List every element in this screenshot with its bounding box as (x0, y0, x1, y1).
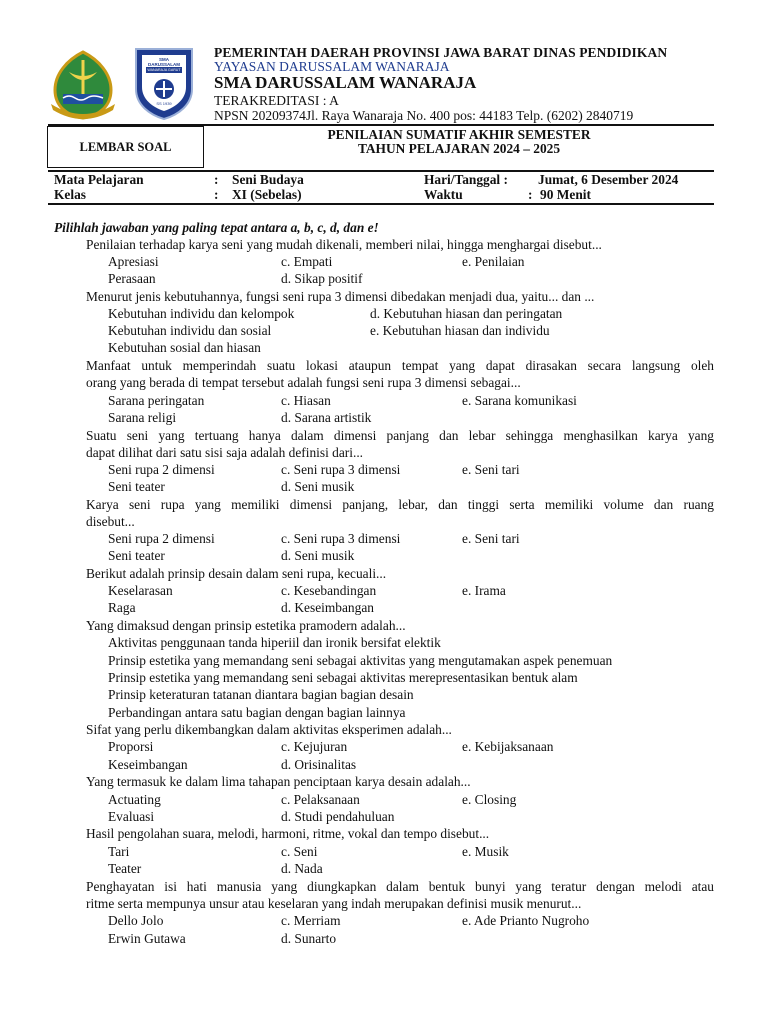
q6-option-a[interactable]: Keselarasan (108, 583, 173, 598)
q1-option-e[interactable]: e. Penilaian (462, 254, 525, 269)
header-accreditation: TERAKREDITASI : A (214, 93, 339, 108)
question-1: Penilaian terhadap karya seni yang mudah dikenali, memberi nilai, hingga menghargai disebut... (86, 237, 602, 252)
question-3-line-2: orang yang berada di tempat tersebut adalah fungsi seni rupa 3 dimensi sebagai... (86, 375, 521, 390)
q2-option-d[interactable]: d. Kebutuhan hiasan dan peringatan (370, 306, 563, 321)
q8-option-e[interactable]: e. Kebijaksanaan (462, 739, 554, 754)
q9-option-b[interactable]: Evaluasi (108, 809, 155, 824)
logo-west-java (47, 50, 119, 120)
q2-option-e[interactable]: e. Kebutuhan hiasan dan individu (370, 323, 550, 338)
question-9: Yang termasuk ke dalam lima tahapan penciptaan karya desain adalah... (86, 774, 471, 789)
q4-option-a[interactable]: Seni rupa 2 dimensi (108, 462, 215, 477)
q6-option-e[interactable]: e. Irama (462, 583, 506, 598)
subject-value: Seni Budaya (232, 172, 304, 187)
time-sep: : (528, 187, 533, 202)
q10-option-e[interactable]: e. Musik (462, 844, 509, 859)
info-rule-bottom (48, 203, 714, 205)
q11-option-b[interactable]: Erwin Gutawa (108, 931, 186, 946)
q1-option-c[interactable]: c. Empati (281, 254, 333, 269)
q8-option-a[interactable]: Proporsi (108, 739, 154, 754)
logo-text-year: SS 1939 (156, 101, 172, 106)
class-value: XI (Sebelas) (232, 187, 302, 202)
q11-option-d[interactable]: d. Sunarto (281, 931, 337, 946)
q2-option-a[interactable]: Kebutuhan individu dan kelompok (108, 306, 295, 321)
question-2: Menurut jenis kebutuhannya, fungsi seni rupa 3 dimensi dibedakan menjadi dua, yaitu... dan ... (86, 289, 595, 304)
date-label: Hari/Tanggal : (424, 172, 508, 187)
q10-option-d[interactable]: d. Nada (281, 861, 323, 876)
header-school-name: SMA DARUSSALAM WANARAJA (214, 73, 477, 92)
logo-text-sub: WANARAJA GARUT (147, 68, 181, 72)
question-4-line-1: Suatu seni yang tertuang hanya dalam dimensi panjang dan lebar sehingga menghasilkan karya yang (86, 428, 714, 443)
q1-option-a[interactable]: Apresiasi (108, 254, 159, 269)
q11-option-a[interactable]: Dello Jolo (108, 913, 164, 928)
q2-option-b[interactable]: Kebutuhan individu dan sosial (108, 323, 272, 338)
subject-sep: : (214, 172, 219, 187)
header-foundation: YAYASAN DARUSSALAM WANARAJA (214, 59, 450, 74)
q4-option-e[interactable]: e. Seni tari (462, 462, 520, 477)
question-11-line-2: ritme serta mempunya unsur atau keselaran yang indah merupakan definisi musik menurut... (86, 896, 582, 911)
q6-option-c[interactable]: c. Kesebandingan (281, 583, 377, 598)
q7-option-d[interactable]: Prinsip keteraturan tatanan diantara bagian bagian desain (108, 687, 414, 702)
q7-option-c[interactable]: Prinsip estetika yang memandang seni sebagai aktivitas merepresentasikan bentuk alam (108, 670, 578, 685)
q9-option-d[interactable]: d. Studi pendahuluan (281, 809, 395, 824)
header-government: PEMERINTAH DAERAH PROVINSI JAWA BARAT DINAS PENDIDIKAN (214, 45, 668, 60)
q6-option-d[interactable]: d. Keseimbangan (281, 600, 374, 615)
q8-option-c[interactable]: c. Kejujuran (281, 739, 348, 754)
q10-option-b[interactable]: Teater (108, 861, 142, 876)
question-5-line-2: disebut... (86, 514, 135, 529)
q9-option-e[interactable]: e. Closing (462, 792, 517, 807)
exam-title-line1: PENILAIAN SUMATIF AKHIR SEMESTER (327, 127, 591, 142)
q9-option-c[interactable]: c. Pelaksanaan (281, 792, 360, 807)
q4-option-c[interactable]: c. Seni rupa 3 dimensi (281, 462, 401, 477)
q5-option-c[interactable]: c. Seni rupa 3 dimensi (281, 531, 401, 546)
q3-option-b[interactable]: Sarana religi (108, 410, 177, 425)
class-label: Kelas (54, 187, 86, 202)
q1-option-b[interactable]: Perasaan (108, 271, 156, 286)
q7-option-e[interactable]: Perbandingan antara satu bagian dengan bagian lainnya (108, 705, 406, 720)
header-address: NPSN 20209374Jl. Raya Wanaraja No. 400 pos: 44183 Telp. (6202) 2840719 (214, 108, 634, 123)
q10-option-c[interactable]: c. Seni (281, 844, 318, 859)
q3-option-c[interactable]: c. Hiasan (281, 393, 331, 408)
question-8: Sifat yang perlu dikembangkan dalam aktivitas eksperimen adalah... (86, 722, 452, 737)
question-4-line-2: dapat dilihat dari satu sisi saja adalah definisi dari... (86, 445, 364, 460)
question-3-line-1: Manfaat untuk memperindah suatu lokasi ataupun tempat yang dapat dirasakan secara langsung oleh (86, 358, 714, 373)
q3-option-a[interactable]: Sarana peringatan (108, 393, 205, 408)
q2-option-c[interactable]: Kebutuhan sosial dan hiasan (108, 340, 261, 355)
lembar-soal-label: LEMBAR SOAL (79, 140, 172, 154)
q11-option-e[interactable]: e. Ade Prianto Nugroho (462, 913, 590, 928)
question-6: Berikut adalah prinsip desain dalam seni rupa, kecuali... (86, 566, 387, 581)
date-value: Jumat, 6 Desember 2024 (538, 172, 679, 187)
q3-option-e[interactable]: e. Sarana komunikasi (462, 393, 577, 408)
instruction: Pilihlah jawaban yang paling tepat antara a, b, c, d, dan e! (54, 220, 379, 235)
logo-sma-darussalam (132, 45, 196, 121)
logo-text-top: SMA DARUSSALAM (148, 57, 180, 67)
q9-option-a[interactable]: Actuating (108, 792, 161, 807)
q5-option-b[interactable]: Seni teater (108, 548, 165, 563)
q8-option-d[interactable]: d. Orisinalitas (281, 757, 357, 772)
q3-option-d[interactable]: d. Sarana artistik (281, 410, 372, 425)
q5-option-d[interactable]: d. Seni musik (281, 548, 355, 563)
q4-option-d[interactable]: d. Seni musik (281, 479, 355, 494)
q7-option-a[interactable]: Aktivitas penggunaan tanda hiperiil dan ironik bersifat elektik (108, 635, 441, 650)
question-7: Yang dimaksud dengan prinsip estetika pramodern adalah... (86, 618, 406, 633)
q5-option-a[interactable]: Seni rupa 2 dimensi (108, 531, 215, 546)
q4-option-b[interactable]: Seni teater (108, 479, 165, 494)
q6-option-b[interactable]: Raga (108, 600, 136, 615)
q7-option-b[interactable]: Prinsip estetika yang memandang seni sebagai aktivitas yang mengutamakan aspek penemuan (108, 653, 613, 668)
question-5-line-1: Karya seni rupa yang memiliki dimensi panjang, lebar, dan tinggi serta memiliki volume dan ruang (86, 497, 714, 512)
q8-option-b[interactable]: Keseimbangan (108, 757, 188, 772)
q11-option-c[interactable]: c. Merriam (281, 913, 341, 928)
question-10: Hasil pengolahan suara, melodi, harmoni, ritme, vokal dan tempo disebut... (86, 826, 490, 841)
question-11-line-1: Penghayatan isi hati manusia yang diungkapkan dalam bentuk bunyi yang teratur dengan melodi atau (86, 879, 714, 894)
q10-option-a[interactable]: Tari (108, 844, 130, 859)
subject-label: Mata Pelajaran (54, 172, 144, 187)
exam-title-line2: TAHUN PELAJARAN 2024 – 2025 (357, 141, 561, 156)
class-sep: : (214, 187, 219, 202)
q1-option-d[interactable]: d. Sikap positif (281, 271, 363, 286)
q5-option-e[interactable]: e. Seni tari (462, 531, 520, 546)
time-value: 90 Menit (540, 187, 591, 202)
time-label: Waktu (424, 187, 463, 202)
